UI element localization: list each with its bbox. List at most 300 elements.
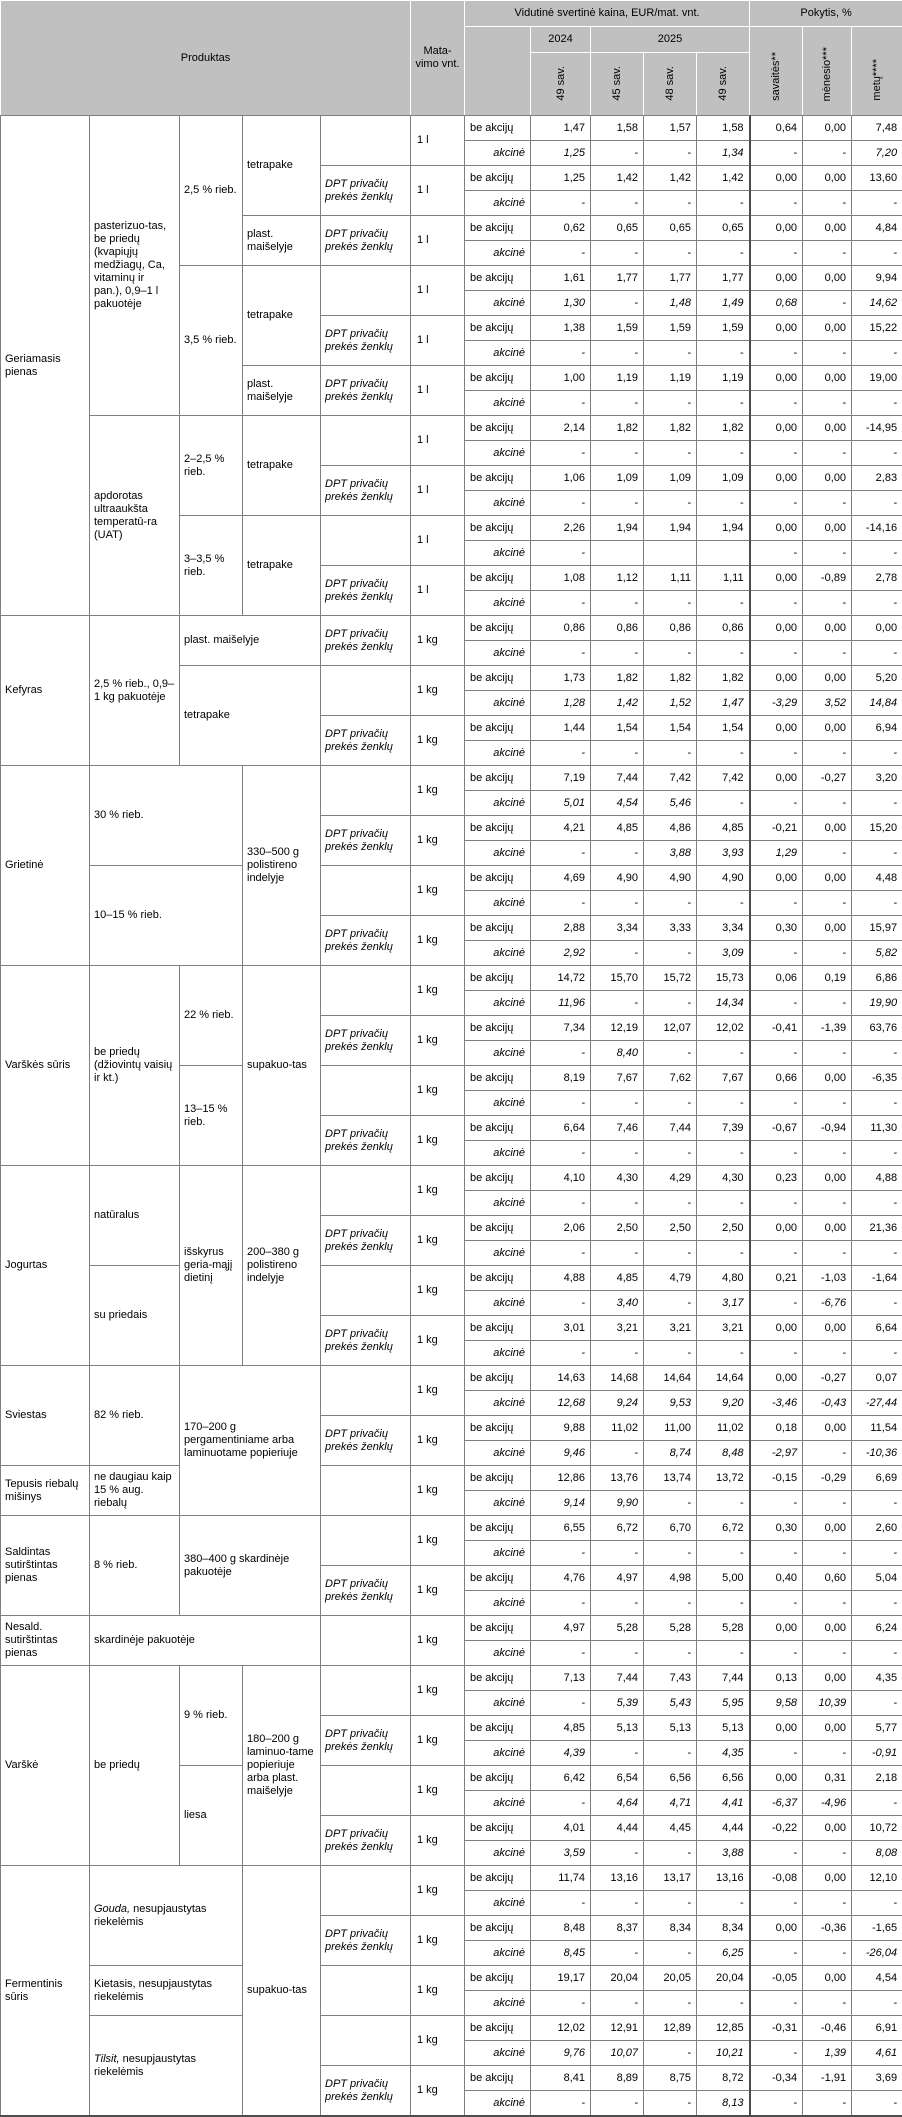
change-value-cell: 0,00 [750, 216, 803, 241]
change-value-cell: - [852, 1291, 902, 1316]
change-value-cell: - [852, 841, 902, 866]
price-value-cell: 12,85 [697, 2016, 750, 2041]
table-header [1, 1, 902, 116]
change-value-cell: -0,34 [750, 2066, 803, 2091]
change-value-cell: - [852, 1691, 902, 1716]
col-header-year-2025: 2025 [591, 27, 750, 53]
change-value-cell: 2,78 [852, 566, 902, 591]
price-value-cell: - [644, 641, 697, 666]
change-value-cell: - [803, 2091, 852, 2117]
price-value-cell: 13,17 [644, 1866, 697, 1891]
price-value-cell: - [591, 1141, 644, 1166]
price-value-cell: 20,04 [697, 1966, 750, 1991]
change-value-cell: 0,00 [803, 166, 852, 191]
product-cell: 330–500 g polistireno indelyje [243, 766, 321, 966]
price-value-cell: - [644, 1991, 697, 2016]
price-value-cell: - [531, 491, 591, 516]
price-type-promo-cell: akcinė [465, 941, 531, 966]
price-value-cell: - [697, 341, 750, 366]
product-cell: 2–2,5 % rieb. [180, 416, 243, 516]
price-type-regular-cell: be akcijų [465, 1116, 531, 1141]
price-value-cell: - [531, 341, 591, 366]
price-value-cell: 1,00 [531, 366, 591, 391]
price-value-cell: 1,08 [531, 566, 591, 591]
unit-cell: 1 kg [411, 1116, 465, 1166]
price-value-cell: 1,59 [644, 316, 697, 341]
price-value-cell: - [591, 341, 644, 366]
price-value-cell: 7,67 [697, 1066, 750, 1091]
price-value-cell: 0,86 [591, 616, 644, 641]
change-value-cell: 12,10 [852, 1866, 902, 1891]
price-value-cell: 1,42 [591, 691, 644, 716]
unit-cell: 1 kg [411, 1166, 465, 1216]
product-cell: Tepusis riebalų mišinys [1, 1466, 90, 1516]
change-value-cell: 6,91 [852, 2016, 902, 2041]
price-value-cell: - [644, 891, 697, 916]
price-value-cell: 8,34 [644, 1916, 697, 1941]
price-value-cell: 3,88 [697, 1841, 750, 1866]
price-value-cell: 3,40 [591, 1291, 644, 1316]
price-value-cell: 14,64 [644, 1366, 697, 1391]
unit-cell: 1 kg [411, 1816, 465, 1866]
change-value-cell: - [852, 1241, 902, 1266]
change-value-cell: - [803, 391, 852, 416]
price-type-regular-cell: be akcijų [465, 1266, 531, 1291]
change-value-cell: 0,00 [803, 216, 852, 241]
change-month-label: mėnesio*** [821, 47, 833, 101]
price-value-cell: 1,54 [644, 716, 697, 741]
price-value-cell: 4,79 [644, 1266, 697, 1291]
price-type-promo-cell: akcinė [465, 191, 531, 216]
price-value-cell: 20,05 [644, 1966, 697, 1991]
price-value-cell: - [531, 1091, 591, 1116]
change-value-cell: - [750, 1841, 803, 1866]
change-value-cell: - [750, 1941, 803, 1966]
change-value-cell: - [803, 741, 852, 766]
price-value-cell: 3,88 [644, 841, 697, 866]
price-type-regular-cell: be akcijų [465, 866, 531, 891]
price-value-cell: - [697, 1591, 750, 1616]
price-value-cell: 0,86 [531, 616, 591, 641]
change-value-cell: 0,00 [803, 1416, 852, 1441]
col-header-change-month [803, 27, 852, 116]
price-type-promo-cell: akcinė [465, 1241, 531, 1266]
change-value-cell: -0,15 [750, 1466, 803, 1491]
price-value-cell: - [697, 1341, 750, 1366]
change-value-cell: - [803, 1191, 852, 1216]
price-value-cell: 4,80 [697, 1266, 750, 1291]
price-value-cell: 14,72 [531, 966, 591, 991]
change-value-cell: 5,20 [852, 666, 902, 691]
header-row-groups [1, 1, 902, 27]
price-value-cell: 3,21 [697, 1316, 750, 1341]
price-value-cell: - [644, 741, 697, 766]
price-value-cell: 6,25 [697, 1941, 750, 1966]
change-value-cell: 1,39 [803, 2041, 852, 2066]
price-value-cell: - [591, 291, 644, 316]
change-value-cell: 0,00 [750, 666, 803, 691]
price-value-cell: 9,53 [644, 1391, 697, 1416]
brand-type-cell [321, 1966, 411, 2016]
change-value-cell: 0,00 [803, 266, 852, 291]
change-value-cell: - [803, 1091, 852, 1116]
price-type-regular-cell: be akcijų [465, 966, 531, 991]
price-value-cell: - [591, 1341, 644, 1366]
change-value-cell: 4,48 [852, 866, 902, 891]
product-group-start-row [1, 966, 902, 991]
price-type-regular-cell: be akcijų [465, 2016, 531, 2041]
change-value-cell: 6,69 [852, 1466, 902, 1491]
brand-type-cell: DPT privačių prekės ženklų [321, 1566, 411, 1616]
change-value-cell: 0,00 [750, 416, 803, 441]
price-value-cell: - [531, 1041, 591, 1066]
change-value-cell: - [803, 591, 852, 616]
price-type-promo-cell: akcinė [465, 1141, 531, 1166]
price-value-cell: 4,98 [644, 1566, 697, 1591]
change-value-cell: - [852, 391, 902, 416]
price-value-cell: - [531, 841, 591, 866]
brand-type-cell [321, 1616, 411, 1666]
change-value-cell: - [803, 641, 852, 666]
product-cell: 3–3,5 % rieb. [180, 516, 243, 616]
unit-cell: 1 kg [411, 2016, 465, 2066]
price-value-cell: 3,93 [697, 841, 750, 866]
product-cell: 9 % rieb. [180, 1666, 243, 1766]
change-value-cell: 13,60 [852, 166, 902, 191]
price-value-cell: 11,02 [697, 1416, 750, 1441]
price-type-regular-cell: be akcijų [465, 666, 531, 691]
change-value-cell: - [852, 491, 902, 516]
price-value-cell: 6,55 [531, 1516, 591, 1541]
change-value-cell: 0,00 [750, 316, 803, 341]
product-cell: natūralus [90, 1166, 180, 1266]
unit-cell: 1 kg [411, 1416, 465, 1466]
product-cell: 82 % rieb. [90, 1366, 180, 1466]
price-type-promo-cell: akcinė [465, 691, 531, 716]
unit-cell: 1 kg [411, 766, 465, 816]
price-type-regular-cell: be akcijų [465, 1866, 531, 1891]
change-value-cell: - [852, 1891, 902, 1916]
price-value-cell: 4,44 [591, 1816, 644, 1841]
change-value-cell: - [750, 1491, 803, 1516]
price-value-cell: 4,71 [644, 1791, 697, 1816]
unit-cell: 1 l [411, 316, 465, 366]
week-label: 49 sav. [717, 66, 729, 101]
price-value-cell: 1,47 [697, 691, 750, 716]
change-value-cell: - [750, 941, 803, 966]
change-value-cell: 7,48 [852, 116, 902, 141]
brand-type-cell [321, 1866, 411, 1916]
product-cell: tetrapake [243, 266, 321, 366]
price-value-cell: - [644, 141, 697, 166]
change-value-cell: 11,54 [852, 1416, 902, 1441]
price-value-cell: - [531, 1691, 591, 1716]
price-value-cell: - [531, 541, 591, 566]
price-value-cell: 5,13 [697, 1716, 750, 1741]
change-value-cell: -14,95 [852, 416, 902, 441]
price-type-regular-cell: be akcijų [465, 516, 531, 541]
price-value-cell: 1,11 [697, 566, 750, 591]
change-value-cell: - [852, 1491, 902, 1516]
price-type-regular-cell: be akcijų [465, 1816, 531, 1841]
product-cell: supakuo-tas [243, 1866, 321, 2117]
price-value-cell: 8,89 [591, 2066, 644, 2091]
change-value-cell: 0,00 [803, 116, 852, 141]
col-header-change-year [852, 27, 902, 116]
price-value-cell: 1,77 [644, 266, 697, 291]
table-row [1, 416, 902, 441]
price-value-cell: - [644, 391, 697, 416]
brand-type-cell [321, 1366, 411, 1416]
change-value-cell: - [750, 1091, 803, 1116]
product-cell: supakuo-tas [243, 966, 321, 1166]
change-value-cell: -6,35 [852, 1066, 902, 1091]
change-value-cell: 0,23 [750, 1166, 803, 1191]
change-value-cell: - [803, 541, 852, 566]
price-value-cell: - [697, 891, 750, 916]
price-value-cell: - [591, 1741, 644, 1766]
price-value-cell: 12,19 [591, 1016, 644, 1041]
price-type-promo-cell: akcinė [465, 1041, 531, 1066]
price-value-cell: - [591, 1841, 644, 1866]
price-value-cell: 8,41 [531, 2066, 591, 2091]
price-value-cell: - [697, 1141, 750, 1166]
change-value-cell: - [852, 191, 902, 216]
brand-type-cell: DPT privačių prekės ženklų [321, 1916, 411, 1966]
change-value-cell: 0,00 [750, 1616, 803, 1641]
unit-cell: 1 l [411, 166, 465, 216]
price-value-cell: - [531, 1541, 591, 1566]
product-cell: plast. maišelyje [180, 616, 321, 666]
change-value-cell: - [803, 1991, 852, 2016]
brand-type-cell: DPT privačių prekės ženklų [321, 616, 411, 666]
change-value-cell: 0,00 [750, 1366, 803, 1391]
change-value-cell: 0,00 [803, 916, 852, 941]
change-value-cell: - [750, 891, 803, 916]
price-value-cell: - [531, 1241, 591, 1266]
brand-type-cell: DPT privačių prekės ženklų [321, 1016, 411, 1066]
price-value-cell: 1,61 [531, 266, 591, 291]
price-value-cell: - [591, 1091, 644, 1116]
product-name-italic: Tilsit, [94, 2053, 120, 2065]
price-value-cell: 2,88 [531, 916, 591, 941]
price-value-cell: 13,72 [697, 1466, 750, 1491]
change-value-cell: -14,16 [852, 516, 902, 541]
price-type-promo-cell: akcinė [465, 1941, 531, 1966]
price-type-promo-cell: akcinė [465, 391, 531, 416]
change-value-cell: 6,24 [852, 1616, 902, 1641]
price-type-regular-cell: be akcijų [465, 816, 531, 841]
price-value-cell: 8,13 [697, 2091, 750, 2117]
brand-type-cell: DPT privačių prekės ženklų [321, 1116, 411, 1166]
change-value-cell: 5,04 [852, 1566, 902, 1591]
price-type-promo-cell: akcinė [465, 791, 531, 816]
change-value-cell: 0,00 [803, 1716, 852, 1741]
change-value-cell: 15,97 [852, 916, 902, 941]
change-value-cell: -1,65 [852, 1916, 902, 1941]
unit-cell: 1 l [411, 366, 465, 416]
price-value-cell: 14,68 [591, 1366, 644, 1391]
change-value-cell: 0,00 [750, 166, 803, 191]
price-value-cell: 0,86 [644, 616, 697, 641]
price-value-cell: 9,90 [591, 1491, 644, 1516]
change-value-cell: - [750, 2091, 803, 2117]
change-value-cell: - [852, 641, 902, 666]
price-value-cell: - [591, 491, 644, 516]
product-cell: tetrapake [180, 666, 321, 766]
change-value-cell: 0,00 [750, 1316, 803, 1341]
price-value-cell: 4,88 [531, 1266, 591, 1291]
price-value-cell: - [644, 1091, 697, 1116]
price-value-cell: 8,45 [531, 1941, 591, 1966]
price-value-cell: 1,54 [591, 716, 644, 741]
price-value-cell: 6,72 [697, 1516, 750, 1541]
unit-cell: 1 kg [411, 1966, 465, 2016]
unit-cell: 1 kg [411, 1266, 465, 1316]
price-value-cell: 5,43 [644, 1691, 697, 1716]
price-value-cell: 9,46 [531, 1441, 591, 1466]
change-value-cell: - [750, 491, 803, 516]
price-value-cell: - [697, 1541, 750, 1566]
change-value-cell: 0,00 [750, 466, 803, 491]
product-name-italic: Gouda, [94, 1903, 130, 1915]
change-value-cell: - [852, 241, 902, 266]
price-value-cell: - [531, 1591, 591, 1616]
change-value-cell: 0,00 [803, 416, 852, 441]
change-value-cell: 0,00 [803, 1166, 852, 1191]
price-type-regular-cell: be akcijų [465, 616, 531, 641]
price-value-cell: - [644, 2091, 697, 2117]
change-value-cell: 0,30 [750, 916, 803, 941]
change-value-cell: - [852, 1591, 902, 1616]
price-value-cell: - [697, 391, 750, 416]
change-value-cell: -0,41 [750, 1016, 803, 1041]
price-value-cell: - [644, 1941, 697, 1966]
price-value-cell: 11,02 [591, 1416, 644, 1441]
change-value-cell: -4,96 [803, 1791, 852, 1816]
price-value-cell: 12,02 [531, 2016, 591, 2041]
change-value-cell: - [852, 1191, 902, 1216]
price-value-cell: 1,58 [697, 116, 750, 141]
price-value-cell: 1,57 [644, 116, 697, 141]
change-value-cell: 0,18 [750, 1416, 803, 1441]
change-value-cell: - [750, 141, 803, 166]
change-value-cell: - [803, 1241, 852, 1266]
price-value-cell: - [591, 841, 644, 866]
price-type-regular-cell: be akcijų [465, 216, 531, 241]
change-value-cell: 10,72 [852, 1816, 902, 1841]
price-value-cell: - [644, 1041, 697, 1066]
change-value-cell: -1,91 [803, 2066, 852, 2091]
unit-cell: 1 l [411, 516, 465, 566]
price-value-cell: - [531, 391, 591, 416]
unit-cell: 1 kg [411, 1916, 465, 1966]
product-cell: be priedų [90, 1666, 180, 1866]
change-value-cell: - [750, 1291, 803, 1316]
change-value-cell: - [750, 991, 803, 1016]
price-value-cell: 7,39 [697, 1116, 750, 1141]
price-value-cell: 1,19 [697, 366, 750, 391]
brand-type-cell [321, 2016, 411, 2066]
change-value-cell: - [750, 591, 803, 616]
price-value-cell: 1,34 [697, 141, 750, 166]
change-value-cell: - [750, 791, 803, 816]
price-value-cell: 1,77 [591, 266, 644, 291]
change-value-cell: - [803, 1491, 852, 1516]
change-value-cell: 6,64 [852, 1316, 902, 1341]
price-value-cell [697, 541, 750, 566]
price-value-cell: 1,58 [591, 116, 644, 141]
price-type-promo-cell: akcinė [465, 1191, 531, 1216]
col-header-price-type-blank [465, 27, 531, 116]
price-value-cell: 2,26 [531, 516, 591, 541]
change-value-cell: -0,67 [750, 1116, 803, 1141]
brand-type-cell: DPT privačių prekės ženklų [321, 1416, 411, 1466]
price-value-cell: - [591, 1241, 644, 1266]
price-value-cell: - [644, 491, 697, 516]
brand-type-cell: DPT privačių prekės ženklų [321, 816, 411, 866]
price-value-cell: 5,28 [697, 1616, 750, 1641]
price-type-promo-cell: akcinė [465, 991, 531, 1016]
price-value-cell: - [591, 1941, 644, 1966]
price-value-cell: 1,38 [531, 316, 591, 341]
change-value-cell: -6,37 [750, 1791, 803, 1816]
price-value-cell: - [531, 1791, 591, 1816]
product-cell: be priedų (džiovintų vaisių ir kt.) [90, 966, 180, 1166]
change-value-cell: 19,90 [852, 991, 902, 1016]
change-value-cell: - [803, 141, 852, 166]
change-value-cell: -6,76 [803, 1291, 852, 1316]
price-value-cell: 7,44 [644, 1116, 697, 1141]
change-value-cell: - [852, 741, 902, 766]
price-type-promo-cell: akcinė [465, 341, 531, 366]
brand-type-cell [321, 116, 411, 166]
price-type-regular-cell: be akcijų [465, 2066, 531, 2091]
price-value-cell: 4,44 [697, 1816, 750, 1841]
price-type-regular-cell: be akcijų [465, 1716, 531, 1741]
product-cell: Fermentinis sūris [1, 1866, 90, 2117]
unit-cell: 1 kg [411, 2066, 465, 2117]
brand-type-cell [321, 1166, 411, 1216]
price-value-cell: 7,44 [591, 1666, 644, 1691]
product-group-start-row [1, 1366, 902, 1391]
price-value-cell: 11,96 [531, 991, 591, 1016]
unit-cell: 1 l [411, 566, 465, 616]
change-value-cell: - [750, 1141, 803, 1166]
change-value-cell: - [803, 941, 852, 966]
price-value-cell: - [531, 241, 591, 266]
price-type-regular-cell: be akcijų [465, 1366, 531, 1391]
price-value-cell: 5,39 [591, 1691, 644, 1716]
price-value-cell: 1,59 [697, 316, 750, 341]
price-type-regular-cell: be akcijų [465, 1566, 531, 1591]
col-header-week-2025-48 [644, 53, 697, 116]
change-value-cell: 5,82 [852, 941, 902, 966]
product-cell: 10–15 % rieb. [90, 866, 243, 966]
price-value-cell: - [697, 1041, 750, 1066]
price-value-cell: 1,82 [697, 416, 750, 441]
price-value-cell: 3,59 [531, 1841, 591, 1866]
price-value-cell: - [697, 191, 750, 216]
change-value-cell: - [750, 1041, 803, 1066]
price-value-cell: 6,54 [591, 1766, 644, 1791]
change-value-cell: -0,27 [803, 766, 852, 791]
unit-cell: 1 l [411, 216, 465, 266]
change-value-cell: -0,31 [750, 2016, 803, 2041]
product-group-start-row [1, 1616, 902, 1641]
price-value-cell: - [591, 1991, 644, 2016]
price-value-cell: 8,19 [531, 1066, 591, 1091]
